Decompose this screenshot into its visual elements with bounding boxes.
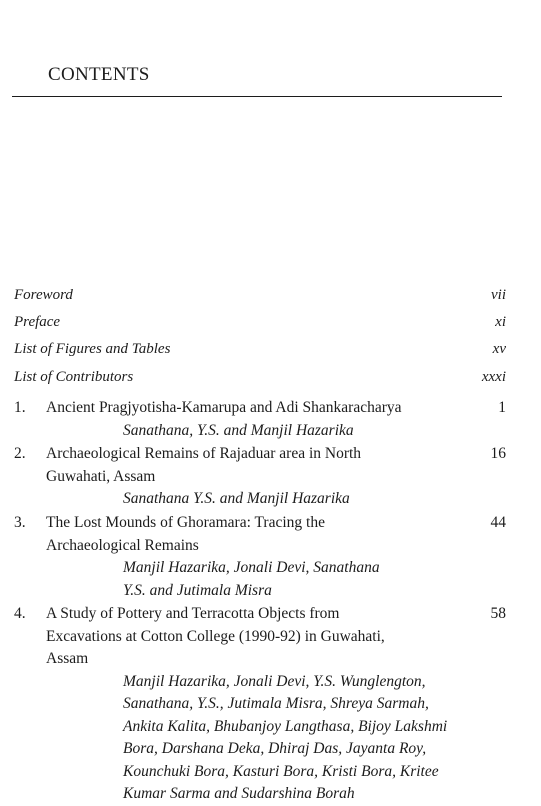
chapter-authors: Sanathana, Y.S. and Manjil Hazarika bbox=[123, 421, 354, 439]
prelim-page: vii bbox=[491, 287, 506, 303]
toc-chapter-2 bbox=[14, 443, 506, 511]
prelim-title: Foreword bbox=[14, 287, 73, 303]
page-title: CONTENTS bbox=[48, 64, 150, 85]
chapter-number: 4. bbox=[14, 605, 26, 622]
toc-prelim-figures-tables bbox=[14, 341, 506, 358]
chapter-title: Ancient Pragjyotisha-Kamarupa and Adi Shankaracharya bbox=[46, 399, 402, 416]
chapter-authors: Manjil Hazarika, Jonali Devi, Sanathana Y.S. and Jutimala Misra bbox=[123, 559, 380, 599]
chapter-page: 58 bbox=[490, 605, 506, 622]
toc-chapter-1 bbox=[14, 397, 506, 442]
chapter-title: A Study of Pottery and Terracotta Objects from Excavations at Cotton College (1990-92) in Guwahati, Assam bbox=[46, 605, 385, 667]
chapter-number: 2. bbox=[14, 445, 26, 462]
toc-prelim-foreword bbox=[14, 287, 506, 304]
prelim-title: List of Contributors bbox=[14, 369, 134, 385]
chapter-page: 1 bbox=[498, 399, 506, 416]
chapter-authors: Sanathana Y.S. and Manjil Hazarika bbox=[123, 490, 350, 507]
chapter-number: 1. bbox=[14, 399, 26, 416]
chapter-page: 44 bbox=[490, 514, 506, 531]
toc-chapter-4 bbox=[14, 603, 506, 806]
prelim-page: xv bbox=[492, 341, 506, 357]
chapter-authors: Manjil Hazarika, Jonali Devi, Y.S. Wunglengton, Sanathana, Y.S., Jutimala Misra, Shreya Sarmah, Ankita Kalita, Bhubanjoy Langthasa, Bijoy Lakshmi Bora, Darshana Deka, Dhiraj Das, Jayanta Roy, Kounchuki Bora, Kasturi Bora, Kristi Bora, Kritee Kumar Sarma and Sudarshina Borah bbox=[123, 672, 448, 802]
title-rule bbox=[12, 96, 502, 97]
toc-chapter-3 bbox=[14, 512, 506, 602]
chapter-title: The Lost Mounds of Ghoramara: Tracing the Archaeological Remains bbox=[46, 514, 325, 554]
prelim-page: xxxi bbox=[481, 369, 506, 385]
toc-prelim-contributors bbox=[14, 369, 506, 386]
chapter-title: Archaeological Remains of Rajaduar area in North Guwahati, Assam bbox=[46, 445, 362, 485]
prelim-title: List of Figures and Tables bbox=[14, 341, 171, 357]
prelim-title: Preface bbox=[14, 314, 61, 330]
prelim-page: xi bbox=[495, 314, 506, 330]
toc-prelim-preface bbox=[14, 314, 506, 331]
chapter-number: 3. bbox=[14, 514, 26, 531]
chapter-page: 16 bbox=[490, 445, 506, 462]
